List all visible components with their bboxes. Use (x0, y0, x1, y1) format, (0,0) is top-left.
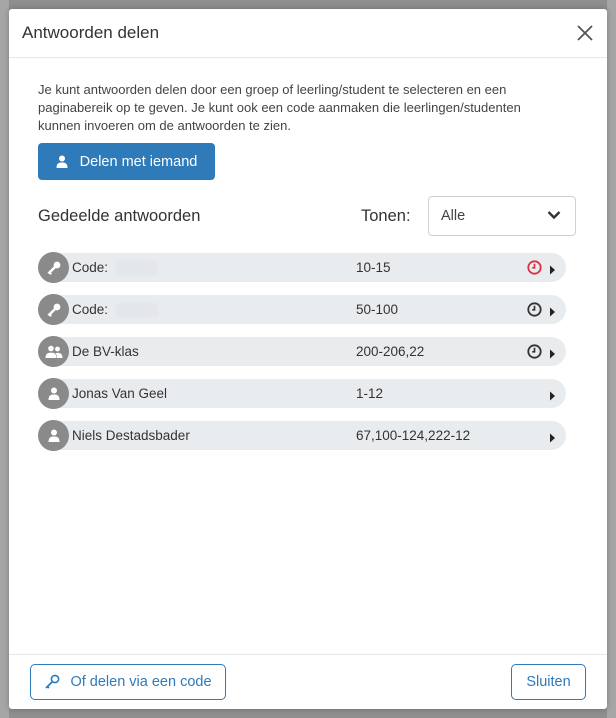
users-icon (38, 336, 69, 367)
share-via-code-button[interactable] (30, 664, 226, 700)
caret-right-icon[interactable] (549, 346, 556, 364)
key-icon (38, 294, 69, 325)
shared-answers-title: Gedeelde antwoorden (38, 207, 201, 225)
modal-footer (9, 654, 607, 709)
intro-text: Je kunt antwoorden delen door een groep of leerling/student te selecteren en een paginabereik op te geven. Je kunt ook een code aanmaken die leerlingen/studenten kunnen invoeren om de antwoorden te zien. (38, 82, 521, 133)
close-icon[interactable] (573, 21, 597, 45)
expired-clock-icon (527, 260, 542, 280)
show-label: Tonen: (361, 207, 411, 225)
share-with-someone-button[interactable] (38, 143, 215, 180)
caret-right-icon[interactable] (549, 262, 556, 280)
modal-header (9, 9, 607, 58)
clock-icon (527, 302, 542, 322)
shared-answer-row[interactable] (38, 421, 566, 450)
row-pages: 10-15 (356, 260, 391, 275)
row-name: Code: (72, 260, 109, 275)
shared-answers-header (38, 196, 578, 238)
shared-answer-row[interactable] (38, 379, 566, 408)
row-name: De BV-klas (72, 344, 139, 359)
filter-select[interactable] (428, 196, 576, 236)
row-pages: 67,100-124,222-12 (356, 428, 471, 443)
caret-right-icon[interactable] (549, 430, 556, 448)
shared-answer-row[interactable] (38, 295, 566, 324)
shared-answer-row[interactable] (38, 337, 566, 366)
redacted-code (116, 261, 158, 275)
row-pages: 200-206,22 (356, 344, 425, 359)
background-strip-left (0, 0, 9, 718)
redacted-code (116, 303, 158, 317)
user-icon (56, 155, 68, 168)
row-pages: 50-100 (356, 302, 399, 317)
share-button-label: Delen met iemand (79, 153, 198, 170)
modal-body (38, 81, 578, 463)
key-icon (38, 252, 69, 283)
clock-icon (527, 344, 542, 364)
filter-select-value: Alle (441, 208, 466, 224)
shared-answers-list (38, 253, 578, 450)
caret-right-icon[interactable] (549, 388, 556, 406)
share-answers-modal (9, 9, 607, 709)
user-icon (38, 378, 69, 409)
close-button[interactable]: Sluiten (511, 664, 586, 700)
shared-answer-row[interactable] (38, 253, 566, 282)
user-icon (38, 420, 69, 451)
share-via-code-label: Of delen via een code (70, 674, 212, 690)
modal-title: Antwoorden delen (22, 23, 160, 42)
row-pages: 1-12 (356, 386, 384, 401)
caret-right-icon[interactable] (549, 304, 556, 322)
chevron-down-icon (547, 210, 561, 220)
background-strip-right (607, 0, 616, 718)
row-name: Niels Destadsbader (72, 428, 190, 443)
row-name: Jonas Van Geel (72, 386, 168, 401)
row-name: Code: (72, 302, 109, 317)
key-icon (44, 674, 60, 690)
